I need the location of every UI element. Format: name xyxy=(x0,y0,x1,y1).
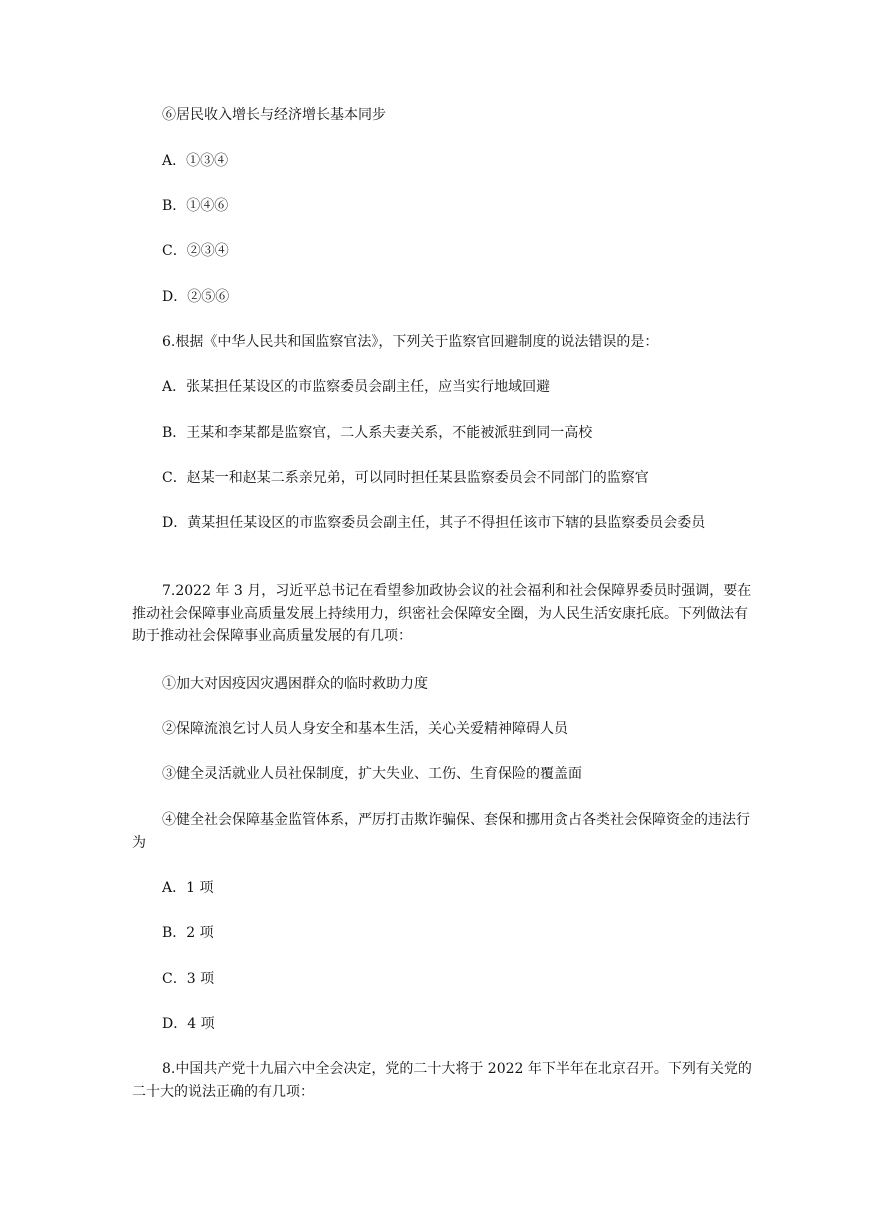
q7-option-d: D．4 项 xyxy=(162,1016,215,1032)
q6-option-c: C．赵某一和赵某二系亲兄弟，可以同时担任某县监察委员会不同部门的监察官 xyxy=(162,470,649,486)
q8-stem: 8.中国共产党十九届六中全会决定，党的二十大将于 2022 年下半年在北京召开。下列有关党的二十大的说法正确的有几项： xyxy=(132,1061,752,1100)
q5-option-c: C．②③④ xyxy=(162,243,229,259)
q7-item-2: ②保障流浪乞讨人员人身安全和基本生活，关心关爱精神障碍人员 xyxy=(162,721,568,737)
q7-item-4: ④健全社会保障基金监管体系，严厉打击欺诈骗保、套保和挪用贪占各类社会保障资金的违法行为 xyxy=(132,812,750,851)
q5-option-b: B．①④⑥ xyxy=(162,198,229,214)
q7-option-b: B．2 项 xyxy=(162,925,214,941)
q7-item-3: ③健全灵活就业人员社保制度，扩大失业、工伤、生育保险的覆盖面 xyxy=(162,766,582,782)
q6-option-a: A．张某担任某设区的市监察委员会副主任，应当实行地域回避 xyxy=(162,379,551,395)
q6-option-d: D．黄某担任某设区的市监察委员会副主任，其子不得担任该市下辖的县监察委员会委员 xyxy=(162,515,706,531)
q7-option-a: A．1 项 xyxy=(162,880,214,896)
q7-option-c: C．3 项 xyxy=(162,971,215,987)
q6-option-b: B．王某和李某都是监察官，二人系夫妻关系，不能被派驻到同一高校 xyxy=(162,425,593,441)
q5-item-6: ⑥居民收入增长与经济增长基本同步 xyxy=(162,107,386,123)
q6-stem: 6.根据《中华人民共和国监察官法》，下列关于监察官回避制度的说法错误的是： xyxy=(162,334,659,350)
q5-option-d: D．②⑤⑥ xyxy=(162,289,230,305)
q5-option-a: A．①③④ xyxy=(162,153,229,169)
q7-item-1: ①加大对因疫因灾遇困群众的临时救助力度 xyxy=(162,676,428,692)
q7-stem: 7.2022 年 3 月，习近平总书记在看望参加政协会议的社会福利和社会保障界委员时强调，要在推动社会保障事业高质量发展上持续用力，织密社会保障安全圈，为人民生活安康托底。下列做法有助于推动社会保障事业高质量发展的有几项： xyxy=(132,583,752,644)
